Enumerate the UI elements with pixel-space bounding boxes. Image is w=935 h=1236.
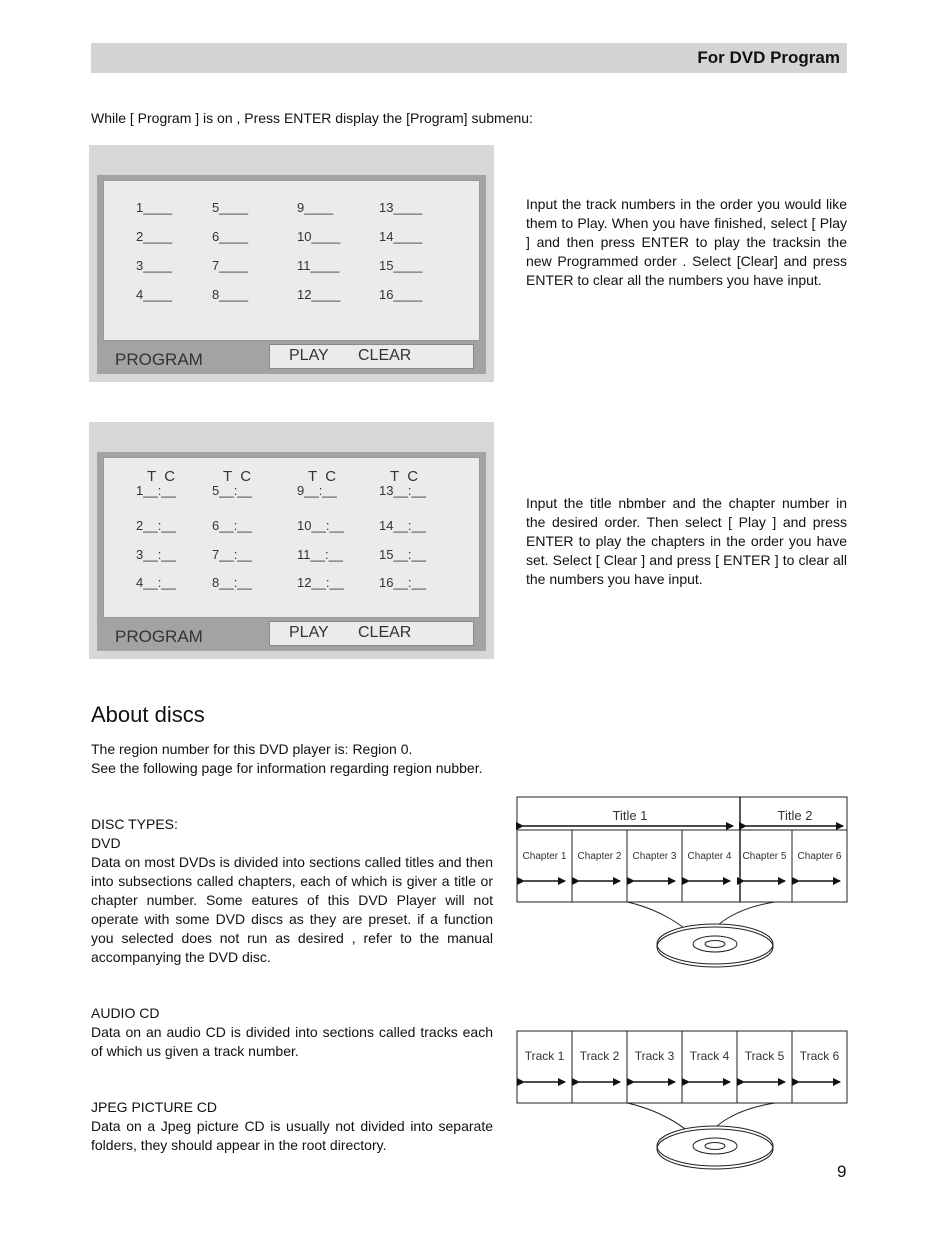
page-number: 9 — [837, 1162, 847, 1181]
about-discs-heading: About discs — [91, 702, 205, 727]
title-2-label: Title 2 — [777, 808, 813, 823]
jpeg-cd-description: Data on a Jpeg picture CD is usually not divided into separate folders, they should appear in the root directory. — [91, 1118, 493, 1153]
description-title-chapter-program: Input the title nbmber and the chapter number in the desired order. Then select [ Play ] and press ENTER to play the chapters in the order you have set. Select [ Clear ] and press [ ENTER ] to clear all the numbers you have input. — [526, 495, 847, 587]
slot-16[interactable]: 16__:__ — [379, 575, 426, 590]
region-note: See the following page for information regarding region nubber. — [91, 760, 483, 776]
program-label: PROGRAM — [115, 350, 203, 369]
program-menu-title-chapter — [89, 422, 494, 659]
audio-cd-label: AUDIO CD — [91, 1005, 160, 1021]
region-line: The region number for this DVD player is: Region 0. — [91, 741, 413, 757]
slot-9[interactable]: 9____ — [297, 200, 334, 215]
slot-7[interactable]: 7____ — [212, 258, 249, 273]
dvd-description: Data on most DVDs is divided into sections called titles and then into subsections called chapters, each of which is giver a title or chapter number. Some eatures of this DVD Player will not operate with some DVD discs as they are preset. if a function you selected does not run as desired , refer to the manual accompanying the DVD disc. — [91, 854, 493, 965]
slot-3[interactable]: 3____ — [136, 258, 173, 273]
chapter-label-6: Chapter 6 — [797, 851, 842, 862]
chapter-label-4: Chapter 4 — [687, 851, 732, 862]
slot-5[interactable]: 5____ — [212, 200, 249, 215]
slot-1[interactable]: 1__:__ — [136, 483, 176, 498]
slot-8[interactable]: 8____ — [212, 287, 249, 302]
slot-16[interactable]: 16____ — [379, 287, 423, 302]
clear-option[interactable]: CLEAR — [358, 347, 412, 364]
slot-10[interactable]: 10____ — [297, 229, 341, 244]
slot-11[interactable]: 11__:__ — [297, 547, 344, 562]
disc-icon — [657, 924, 773, 967]
cd-structure-diagram — [515, 1030, 849, 1175]
slot-15[interactable]: 15____ — [379, 258, 423, 273]
chapter-label-2: Chapter 2 — [577, 851, 622, 862]
slot-7[interactable]: 7__:__ — [212, 547, 252, 562]
play-option[interactable]: PLAY — [289, 347, 329, 364]
slot-10[interactable]: 10__:__ — [297, 518, 344, 533]
slot-14[interactable]: 14__:__ — [379, 518, 426, 533]
play-clear-bar — [269, 621, 474, 646]
slot-6[interactable]: 6____ — [212, 229, 249, 244]
slot-4[interactable]: 4____ — [136, 287, 173, 302]
slot-12[interactable]: 12____ — [297, 287, 341, 302]
slot-3[interactable]: 3__:__ — [136, 547, 176, 562]
slot-4[interactable]: 4__:__ — [136, 575, 176, 590]
title-chapter-header: T C — [390, 468, 419, 485]
header-bar — [91, 43, 847, 73]
slot-15[interactable]: 15__:__ — [379, 547, 426, 562]
dvd-structure-diagram — [515, 796, 849, 976]
jpeg-cd-label: JPEG PICTURE CD — [91, 1099, 218, 1115]
slot-13[interactable]: 13____ — [379, 200, 423, 215]
track-label-2: Track 2 — [579, 1049, 620, 1063]
slot-6[interactable]: 6__:__ — [212, 518, 252, 533]
disc-types-label: DISC TYPES: — [91, 816, 178, 832]
slot-13[interactable]: 13__:__ — [379, 483, 426, 498]
track-label-4: Track 4 — [689, 1049, 730, 1063]
intro-text: While [ Program ] is on , Press ENTER display the [Program] submenu: — [91, 110, 533, 126]
slot-2[interactable]: 2____ — [136, 229, 173, 244]
program-label: PROGRAM — [115, 627, 203, 646]
slot-12[interactable]: 12__:__ — [297, 575, 344, 590]
slot-1[interactable]: 1____ — [136, 200, 173, 215]
chapter-label-5: Chapter 5 — [742, 851, 787, 862]
program-menu-track — [89, 145, 494, 382]
slot-14[interactable]: 14____ — [379, 229, 423, 244]
slot-11[interactable]: 11____ — [297, 258, 340, 273]
disc-icon — [657, 1126, 773, 1169]
play-option[interactable]: PLAY — [289, 624, 329, 641]
title-chapter-header: T C — [147, 468, 176, 485]
track-label-3: Track 3 — [634, 1049, 675, 1063]
track-label-1: Track 1 — [524, 1049, 565, 1063]
audio-cd-description: Data on an audio CD is divided into sections called tracks each of which us given a track number. — [91, 1024, 493, 1059]
chapter-label-1: Chapter 1 — [522, 851, 567, 862]
track-label-6: Track 6 — [799, 1049, 840, 1063]
chapter-label-3: Chapter 3 — [632, 851, 677, 862]
clear-option[interactable]: CLEAR — [358, 624, 412, 641]
dvd-label: DVD — [91, 835, 121, 851]
slot-9[interactable]: 9__:__ — [297, 483, 337, 498]
play-clear-bar — [269, 344, 474, 369]
description-track-program: Input the track numbers in the order you would like them to Play. When you have finished, select [ Play ] and then press ENTER to play the tracksin the new Programmed order . Select [Clear] and press ENTER to clear all the numbers you have input. — [526, 196, 847, 288]
title-chapter-header: T C — [308, 468, 337, 485]
slot-2[interactable]: 2__:__ — [136, 518, 176, 533]
slot-5[interactable]: 5__:__ — [212, 483, 252, 498]
track-label-5: Track 5 — [744, 1049, 785, 1063]
page-header-title: For DVD Program — [697, 48, 840, 67]
title-1-label: Title 1 — [612, 808, 648, 823]
title-chapter-header: T C — [223, 468, 252, 485]
slot-8[interactable]: 8__:__ — [212, 575, 252, 590]
